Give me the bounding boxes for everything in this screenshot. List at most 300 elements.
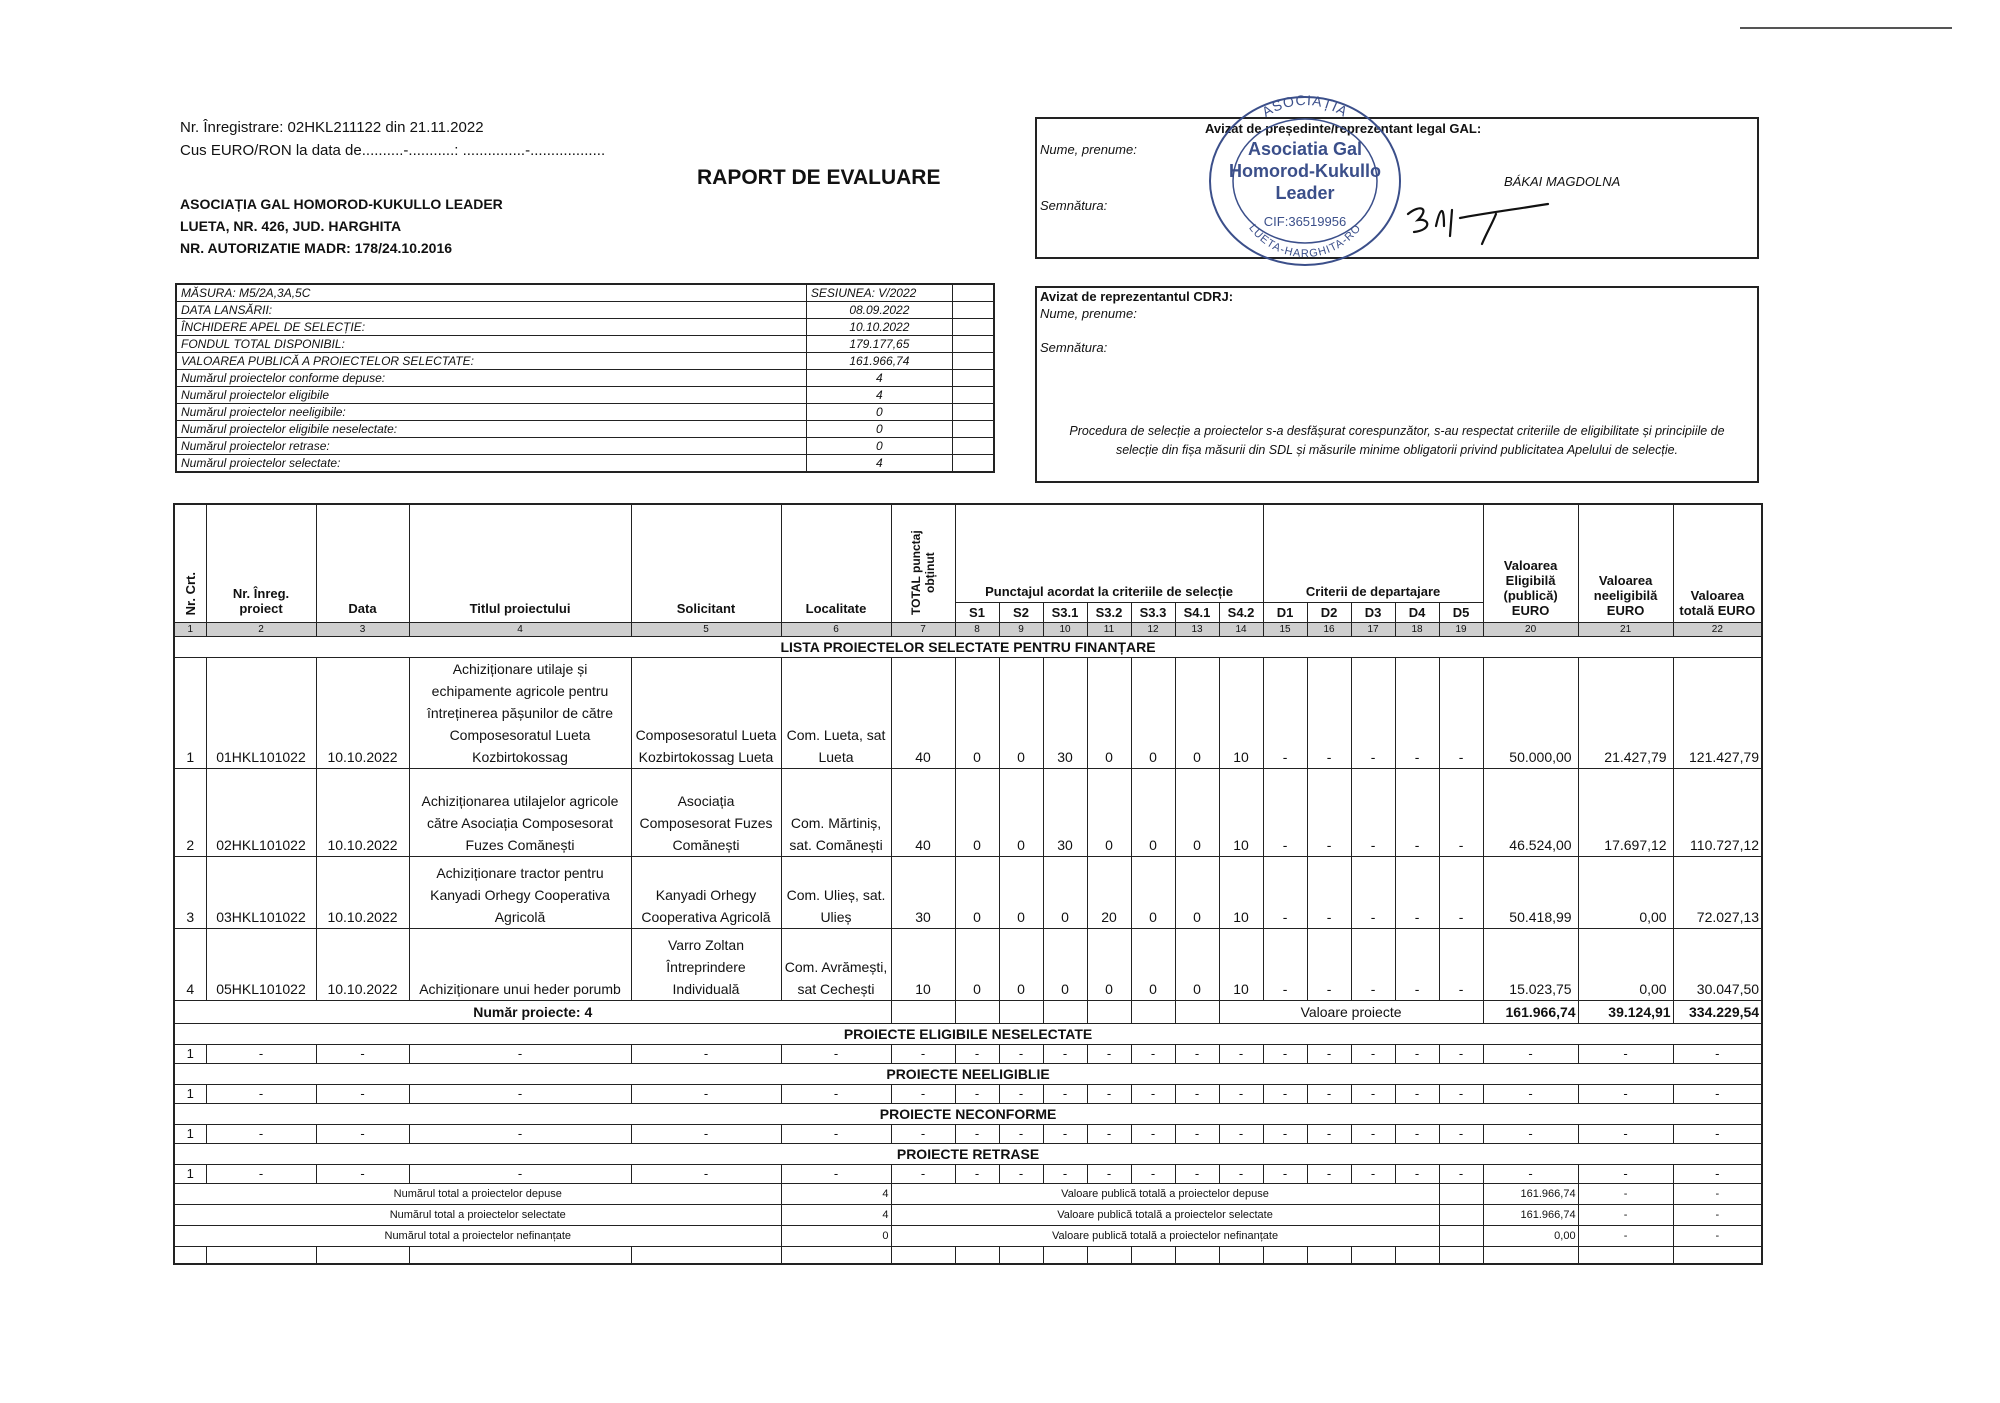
project-criterion-score: 0 [999, 768, 1043, 856]
project-ineligible-value: 0,00 [1578, 928, 1673, 1000]
project-value-label: Valoare proiecte [1219, 1000, 1483, 1023]
info-value: 4 [806, 370, 952, 387]
criterion-header: D3 [1351, 602, 1395, 622]
criterion-header: S2 [999, 602, 1043, 622]
project-criterion-score: 0 [1131, 657, 1175, 768]
summary-row [174, 1204, 1762, 1225]
summary-value: 161.966,74 [1483, 1204, 1578, 1225]
project-total-score: 10 [891, 928, 955, 1000]
measure-row [176, 284, 994, 302]
placeholder-dash: - [316, 1044, 409, 1063]
placeholder-dash: - [1307, 1044, 1351, 1063]
project-applicant: Composesoratul Lueta Kozbirtokossag Lueta [631, 657, 781, 768]
project-criterion-score: - [1395, 928, 1439, 1000]
info-row [176, 455, 994, 473]
empty-cell [952, 353, 994, 370]
project-criterion-score: - [1439, 657, 1483, 768]
project-eligible-value: 50.000,00 [1483, 657, 1578, 768]
info-row [176, 353, 994, 370]
placeholder-dash: - [631, 1164, 781, 1183]
placeholder-dash: - [1087, 1084, 1131, 1103]
column-number: 21 [1578, 622, 1673, 636]
project-nr: 3 [174, 856, 206, 928]
section-title-row [174, 1103, 1762, 1124]
empty-cell [999, 1246, 1043, 1264]
projects-table [173, 503, 1763, 1265]
empty-cell [1263, 1246, 1307, 1264]
empty-cell [952, 302, 994, 319]
project-criterion-score: 0 [1175, 928, 1219, 1000]
placeholder-dash: - [206, 1124, 316, 1143]
empty-cell [891, 1246, 955, 1264]
total-value: 334.229,54 [1673, 1000, 1762, 1023]
placeholder-dash: - [1087, 1044, 1131, 1063]
placeholder-dash: - [1219, 1124, 1263, 1143]
summary-label: Numărul total a proiectelor selectate [174, 1204, 781, 1225]
info-row [176, 302, 994, 319]
empty-cell [952, 421, 994, 438]
project-criterion-score: 10 [1219, 856, 1263, 928]
placeholder-dash: - [781, 1124, 891, 1143]
project-nr: 4 [174, 928, 206, 1000]
project-criterion-score: 0 [999, 928, 1043, 1000]
section-empty-row [174, 1164, 1762, 1183]
cdrj-signature-label: Semnătura: [1040, 340, 1108, 355]
placeholder-dash: - [1673, 1164, 1762, 1183]
column-number: 18 [1395, 622, 1439, 636]
svg-text:ASOCIAȚIA [1259, 92, 1351, 120]
placeholder-dash: - [409, 1044, 631, 1063]
summary-count: 4 [781, 1183, 891, 1204]
summary-dash: - [1673, 1225, 1762, 1246]
column-number: 11 [1087, 622, 1131, 636]
project-criterion-score: - [1439, 856, 1483, 928]
placeholder-dash: - [955, 1044, 999, 1063]
project-date: 10.10.2022 [316, 768, 409, 856]
org-authorization: NR. AUTORIZATIE MADR: 178/24.10.2016 [180, 240, 453, 256]
project-criterion-score: - [1263, 856, 1307, 928]
placeholder-dash: - [316, 1084, 409, 1103]
info-row [176, 421, 994, 438]
empty-cell [206, 1246, 316, 1264]
summary-value-label: Valoare publică totală a proiectelor nefinanțate [891, 1225, 1439, 1246]
placeholder-dash: - [1351, 1164, 1395, 1183]
org-name: ASOCIAȚIA GAL HOMOROD-KUKULLO LEADER [180, 196, 503, 212]
project-criterion-score: 0 [1087, 928, 1131, 1000]
info-label: Numărul proiectelor selectate: [176, 455, 806, 473]
project-criterion-score: - [1307, 657, 1351, 768]
placeholder-dash: - [999, 1084, 1043, 1103]
project-reg-number: 03HKL101022 [206, 856, 316, 928]
info-value: 08.09.2022 [806, 302, 952, 319]
placeholder-dash: - [1043, 1124, 1087, 1143]
project-criterion-score: 10 [1219, 768, 1263, 856]
org-address: LUETA, NR. 426, JUD. HARGHITA [180, 218, 402, 234]
empty-cell [1673, 1246, 1762, 1264]
placeholder-dash: - [1483, 1044, 1578, 1063]
empty-cell [1307, 1246, 1351, 1264]
info-value: 0 [806, 438, 952, 455]
info-label: VALOAREA PUBLICĂ A PROIECTELOR SELECTATE: [176, 353, 806, 370]
placeholder-nr: 1 [174, 1164, 206, 1183]
project-criterion-score: - [1307, 768, 1351, 856]
column-number: 5 [631, 622, 781, 636]
empty-cell [955, 1246, 999, 1264]
project-nr: 1 [174, 657, 206, 768]
empty-cell [1175, 1000, 1219, 1023]
empty-cell [631, 1246, 781, 1264]
stamp-bottom-text: LUETA-HARGHITA-RO [1246, 222, 1364, 261]
empty-cell [952, 336, 994, 353]
criterion-header: S3.2 [1087, 602, 1131, 622]
placeholder-dash: - [1175, 1044, 1219, 1063]
gal-name-label: Nume, prenume: [1040, 142, 1137, 157]
empty-cell [952, 387, 994, 404]
header-departajare: Criterii de departajare [1263, 504, 1483, 602]
placeholder-nr: 1 [174, 1044, 206, 1063]
info-value: 4 [806, 455, 952, 473]
top-rule [1740, 27, 1952, 29]
column-number: 15 [1263, 622, 1307, 636]
placeholder-dash: - [1578, 1164, 1673, 1183]
column-number: 14 [1219, 622, 1263, 636]
procedure-statement: Procedura de selecție a proiectelor s-a desfășurat corespunzător, s-au respectat criteriile de eligibilitate și principiile de selecție din fișa măsurii din SDL și măsurile minime obligatorii privind publicitatea Apelului de selecție. [1069, 424, 1725, 457]
project-total-score: 40 [891, 768, 955, 856]
info-label: ÎNCHIDERE APEL DE SELECȚIE: [176, 319, 806, 336]
header-val-totala: Valoarea totală EURO [1673, 504, 1762, 622]
project-criterion-score: 0 [1175, 856, 1219, 928]
column-number: 9 [999, 622, 1043, 636]
stamp-line3: Leader [1275, 183, 1335, 203]
column-number: 12 [1131, 622, 1175, 636]
empty-cell [1043, 1000, 1087, 1023]
header-val-neeligibila: Valoarea neeligibilă EURO [1578, 504, 1673, 622]
placeholder-dash: - [316, 1124, 409, 1143]
empty-cell [1131, 1246, 1175, 1264]
placeholder-dash: - [1087, 1124, 1131, 1143]
cdrj-approval-title: Avizat de reprezentantul CDRJ: [1040, 289, 1234, 304]
placeholder-dash: - [1439, 1084, 1483, 1103]
header-total-text: TOTAL punctaj obținut [909, 530, 937, 615]
placeholder-dash: - [1219, 1044, 1263, 1063]
project-criterion-score: 30 [1043, 657, 1087, 768]
empty-cell [1439, 1183, 1483, 1204]
placeholder-dash: - [206, 1084, 316, 1103]
criterion-header: S4.1 [1175, 602, 1219, 622]
project-total-score: 30 [891, 856, 955, 928]
project-criterion-score: 0 [1087, 657, 1131, 768]
placeholder-dash: - [1263, 1164, 1307, 1183]
project-criterion-score: - [1263, 768, 1307, 856]
project-criterion-score: - [1351, 856, 1395, 928]
placeholder-dash: - [999, 1164, 1043, 1183]
empty-cell [952, 404, 994, 421]
project-criterion-score: 0 [999, 856, 1043, 928]
section-empty-row [174, 1044, 1762, 1063]
project-criterion-score: 0 [955, 928, 999, 1000]
summary-dash: - [1578, 1225, 1673, 1246]
empty-cell [1175, 1246, 1219, 1264]
criterion-header: S1 [955, 602, 999, 622]
empty-cell [999, 1000, 1043, 1023]
placeholder-dash: - [781, 1044, 891, 1063]
project-total-score: 40 [891, 657, 955, 768]
summary-dash: - [1578, 1204, 1673, 1225]
empty-cell [174, 1246, 206, 1264]
info-label: Numărul proiectelor eligibile [176, 387, 806, 404]
placeholder-dash: - [955, 1164, 999, 1183]
placeholder-dash: - [1131, 1084, 1175, 1103]
project-eligible-value: 50.418,99 [1483, 856, 1578, 928]
placeholder-dash: - [409, 1124, 631, 1143]
stamp-cif: CIF:36519956 [1263, 214, 1347, 229]
placeholder-dash: - [206, 1044, 316, 1063]
info-row [176, 404, 994, 421]
header-solicitant: Solicitant [631, 504, 781, 622]
column-number: 7 [891, 622, 955, 636]
placeholder-dash: - [999, 1124, 1043, 1143]
info-label: Numărul proiectelor retrase: [176, 438, 806, 455]
placeholder-dash: - [891, 1164, 955, 1183]
header-val-eligibila: Valoarea Eligibilă (publică) EURO [1483, 504, 1578, 622]
column-number: 10 [1043, 622, 1087, 636]
section-title: PROIECTE ELIGIBILE NESELECTATE [174, 1023, 1762, 1044]
column-number: 19 [1439, 622, 1483, 636]
project-criterion-score: 30 [1043, 768, 1087, 856]
placeholder-dash: - [1219, 1084, 1263, 1103]
placeholder-dash: - [1578, 1124, 1673, 1143]
info-label: FONDUL TOTAL DISPONIBIL: [176, 336, 806, 353]
project-reg-number: 01HKL101022 [206, 657, 316, 768]
section-empty-row [174, 1084, 1762, 1103]
summary-count: 0 [781, 1225, 891, 1246]
placeholder-dash: - [1578, 1084, 1673, 1103]
placeholder-dash: - [206, 1164, 316, 1183]
placeholder-dash: - [316, 1164, 409, 1183]
project-locality: Com. Ulieș, sat. Ulieș [781, 856, 891, 928]
project-criterion-score: 0 [955, 657, 999, 768]
project-criterion-score: 0 [1087, 768, 1131, 856]
placeholder-dash: - [1395, 1044, 1439, 1063]
project-criterion-score: 20 [1087, 856, 1131, 928]
placeholder-dash: - [1673, 1124, 1762, 1143]
project-ineligible-value: 17.697,12 [1578, 768, 1673, 856]
placeholder-dash: - [1263, 1084, 1307, 1103]
info-row [176, 438, 994, 455]
project-criterion-score: 0 [1131, 768, 1175, 856]
stamp-top-text: ASOCIAȚIA [1258, 91, 1352, 120]
empty-cell [1087, 1246, 1131, 1264]
section-title-row [174, 1143, 1762, 1164]
report-title: RAPORT DE EVALUARE [697, 166, 941, 189]
empty-cell [409, 1246, 631, 1264]
empty-cell [781, 1246, 891, 1264]
summary-dash: - [1673, 1183, 1762, 1204]
total-ineligible: 39.124,91 [1578, 1000, 1673, 1023]
info-row [176, 336, 994, 353]
project-total-value: 110.727,12 [1673, 768, 1762, 856]
project-criterion-score: 0 [1043, 928, 1087, 1000]
info-value: 0 [806, 404, 952, 421]
project-applicant: Varro Zoltan Întreprindere Individuală [631, 928, 781, 1000]
project-nr: 2 [174, 768, 206, 856]
empty-cell [1043, 1246, 1087, 1264]
placeholder-dash: - [1043, 1084, 1087, 1103]
totals-row [174, 1000, 1762, 1023]
selected-section-title: LISTA PROIECTELOR SELECTATE PENTRU FINANȚARE [174, 636, 1762, 657]
project-criterion-score: - [1395, 856, 1439, 928]
project-criterion-score: - [1439, 928, 1483, 1000]
column-number: 1 [174, 622, 206, 636]
project-title: Achiziționarea utilajelor agricole către Asociația Composesorat Fuzes Comănești [409, 768, 631, 856]
placeholder-dash: - [1043, 1044, 1087, 1063]
project-criterion-score: 0 [1043, 856, 1087, 928]
project-date: 10.10.2022 [316, 657, 409, 768]
placeholder-dash: - [1578, 1044, 1673, 1063]
placeholder-dash: - [1351, 1124, 1395, 1143]
header-nr-crt [174, 504, 206, 622]
placeholder-dash: - [1087, 1164, 1131, 1183]
placeholder-dash: - [1219, 1164, 1263, 1183]
criterion-header: D2 [1307, 602, 1351, 622]
measure-info-body [176, 284, 994, 472]
cdrj-name-label: Nume, prenume: [1040, 306, 1137, 321]
header-row-1 [174, 504, 1762, 602]
placeholder-dash: - [1131, 1044, 1175, 1063]
project-date: 10.10.2022 [316, 856, 409, 928]
gal-name-value: BÁKAI MAGDOLNA [1504, 174, 1621, 189]
summary-dash: - [1673, 1204, 1762, 1225]
placeholder-dash: - [1439, 1164, 1483, 1183]
project-criterion-score: - [1351, 928, 1395, 1000]
project-title: Achiziționare utilaje și echipamente agricole pentru întreținerea pășunilor de către Composesoratul Lueta Kozbirtokossag [409, 657, 631, 768]
placeholder-dash: - [1175, 1164, 1219, 1183]
criterion-header: S4.2 [1219, 602, 1263, 622]
empty-cell [1351, 1246, 1395, 1264]
section-title: PROIECTE NECONFORME [174, 1103, 1762, 1124]
project-eligible-value: 46.524,00 [1483, 768, 1578, 856]
placeholder-dash: - [955, 1124, 999, 1143]
project-criterion-score: - [1351, 768, 1395, 856]
project-ineligible-value: 0,00 [1578, 856, 1673, 928]
placeholder-nr: 1 [174, 1084, 206, 1103]
project-total-value: 121.427,79 [1673, 657, 1762, 768]
column-number-row [174, 622, 1762, 636]
placeholder-dash: - [1307, 1084, 1351, 1103]
placeholder-dash: - [631, 1044, 781, 1063]
header-data: Data [316, 504, 409, 622]
project-locality: Com. Lueta, sat Lueta [781, 657, 891, 768]
project-criterion-score: - [1307, 928, 1351, 1000]
empty-cell [1578, 1246, 1673, 1264]
project-criterion-score: 10 [1219, 657, 1263, 768]
placeholder-dash: - [781, 1164, 891, 1183]
column-number: 3 [316, 622, 409, 636]
header-titlu: Titlul proiectului [409, 504, 631, 622]
summary-value: 0,00 [1483, 1225, 1578, 1246]
project-criterion-score: 0 [955, 856, 999, 928]
project-criterion-score: - [1439, 768, 1483, 856]
column-number: 2 [206, 622, 316, 636]
summary-row [174, 1225, 1762, 1246]
placeholder-dash: - [1439, 1044, 1483, 1063]
project-reg-number: 02HKL101022 [206, 768, 316, 856]
placeholder-dash: - [1395, 1084, 1439, 1103]
empty-cell [1395, 1246, 1439, 1264]
empty-cell [1087, 1000, 1131, 1023]
placeholder-dash: - [1307, 1124, 1351, 1143]
criterion-header: S3.3 [1131, 602, 1175, 622]
header-localitate: Localitate [781, 504, 891, 622]
placeholder-dash: - [1439, 1124, 1483, 1143]
total-eligible: 161.966,74 [1483, 1000, 1578, 1023]
project-criterion-score: 0 [1175, 657, 1219, 768]
column-number: 8 [955, 622, 999, 636]
empty-cell [952, 438, 994, 455]
placeholder-dash: - [1673, 1044, 1762, 1063]
project-criterion-score: 10 [1219, 928, 1263, 1000]
header-nr-crt-text: Nr. Crt. [182, 572, 198, 616]
placeholder-dash: - [1131, 1164, 1175, 1183]
projects-table-body [174, 636, 1762, 1264]
placeholder-dash: - [1673, 1084, 1762, 1103]
placeholder-dash: - [1395, 1164, 1439, 1183]
summary-value: 161.966,74 [1483, 1183, 1578, 1204]
project-criterion-score: - [1395, 657, 1439, 768]
placeholder-dash: - [891, 1124, 955, 1143]
project-locality: Com. Avrămești, sat Cechești [781, 928, 891, 1000]
placeholder-dash: - [955, 1084, 999, 1103]
placeholder-dash: - [409, 1164, 631, 1183]
empty-cell [952, 319, 994, 336]
placeholder-dash: - [1483, 1084, 1578, 1103]
info-row [176, 370, 994, 387]
project-date: 10.10.2022 [316, 928, 409, 1000]
column-number: 13 [1175, 622, 1219, 636]
project-row [174, 768, 1762, 856]
info-label: Numărul proiectelor eligibile neselectate: [176, 421, 806, 438]
project-row [174, 856, 1762, 928]
placeholder-dash: - [781, 1084, 891, 1103]
empty-cell [1131, 1000, 1175, 1023]
blank-row [174, 1246, 1762, 1264]
info-value: 10.10.2022 [806, 319, 952, 336]
project-criterion-score: 0 [1131, 856, 1175, 928]
empty-cell [952, 370, 994, 387]
exchange-rate-line: Cus EURO/RON la data de..........-...........: ...............-.................. [180, 142, 606, 159]
gal-approval-title: Avizat de președinte/reprezentant legal GAL: [1205, 121, 1482, 136]
placeholder-dash: - [1351, 1044, 1395, 1063]
section-title: PROIECTE RETRASE [174, 1143, 1762, 1164]
info-value: 179.177,65 [806, 336, 952, 353]
placeholder-dash: - [1483, 1164, 1578, 1183]
summary-value-label: Valoare publică totală a proiectelor depuse [891, 1183, 1439, 1204]
project-criterion-score: - [1395, 768, 1439, 856]
empty-cell [1439, 1246, 1483, 1264]
measure-label: MĂSURA: M5/2A,3A,5C [176, 284, 806, 302]
column-number: 22 [1673, 622, 1762, 636]
placeholder-dash: - [1483, 1124, 1578, 1143]
empty-cell [891, 1000, 955, 1023]
empty-cell [952, 284, 994, 302]
section-empty-row [174, 1124, 1762, 1143]
summary-label: Numărul total a proiectelor nefinanțate [174, 1225, 781, 1246]
header-total [891, 504, 955, 622]
project-total-value: 30.047,50 [1673, 928, 1762, 1000]
column-number: 16 [1307, 622, 1351, 636]
empty-cell [316, 1246, 409, 1264]
project-ineligible-value: 21.427,79 [1578, 657, 1673, 768]
